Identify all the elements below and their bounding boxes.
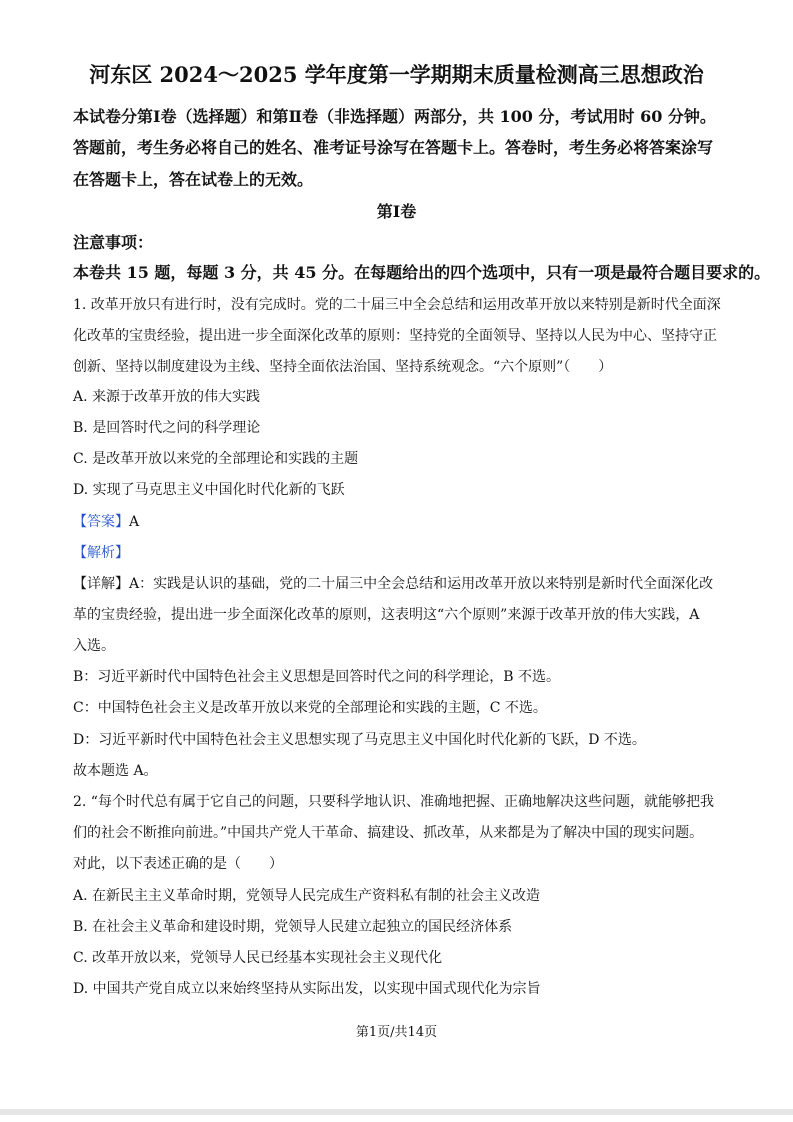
- question-stem-line: 2. “每个时代总有属于它自己的问题，只要科学地认识、准确地把握、正确地解决这些问题，就能够把我: [73, 794, 714, 810]
- detail-line: [73, 574, 713, 594]
- detail-line: B：习近平新时代中国特色社会主义思想是回答时代之问的科学理论，B 不选。: [73, 669, 561, 685]
- detail-line: D：习近平新时代中国特色社会主义思想实现了马克思主义中国化时代化新的飞跃，D 不选。: [73, 732, 646, 748]
- notice-text: 本卷共 15 题，每题 3 分，共 45 分。在每题给出的四个选项中，只有一项是最符合题目要求的。: [73, 263, 771, 282]
- answer-line: [73, 512, 139, 532]
- analysis-label: 【解析】: [73, 545, 129, 561]
- question-stem-line: 对此，以下表述正确的是（ ）: [73, 856, 283, 872]
- notice-heading: 注意事项：: [73, 233, 154, 252]
- detail-line: C：中国特色社会主义是改革开放以来党的全部理论和实践的主题，C 不选。: [73, 700, 547, 716]
- option-c: C. 改革开放以来，党领导人民已经基本实现社会主义现代化: [73, 950, 443, 966]
- page-footer: 第1页/共14页: [355, 1025, 438, 1040]
- detail-text: A：实践是认识的基础，党的二十届三中全会总结和运用改革开放以来特别是新时代全面深化改: [129, 576, 714, 592]
- detail-line: 入选。: [73, 638, 115, 654]
- intro-line: 答题前，考生务必将自己的姓名、准考证号涂写在答题卡上。答卷时，考生务必将答案涂写: [73, 138, 714, 157]
- question-stem-line: 们的社会不断推向前进。”中国共产党人干革命、搞建设、抓改革，从来都是为了解决中国的现实问题。: [73, 825, 704, 841]
- option-a: A. 来源于改革开放的伟大实践: [73, 389, 261, 405]
- detail-line: 革的宝贵经验，提出进一步全面深化改革的原则，这表明这“六个原则”来源于改革开放的伟大实践，A: [73, 607, 700, 623]
- intro-line: 在答题卡上，答在试卷上的无效。: [73, 170, 314, 189]
- section-title: 第Ⅰ卷: [376, 202, 417, 221]
- option-a: A. 在新民主主义革命时期，党领导人民完成生产资料私有制的社会主义改造: [73, 888, 541, 904]
- detail-label: 【详解】: [73, 576, 129, 592]
- option-d: D. 实现了马克思主义中国化时代化新的飞跃: [73, 482, 345, 498]
- question-stem-line: 1. 改革开放只有进行时，没有完成时。党的二十届三中全会总结和运用改革开放以来特别是新时代全面深: [73, 297, 721, 313]
- option-d: D. 中国共产党自成立以来始终坚持从实际出发，以实现中国式现代化为宗旨: [73, 981, 541, 997]
- option-c: C. 是改革开放以来党的全部理论和实践的主题: [73, 451, 359, 467]
- answer-value: A: [129, 514, 140, 530]
- option-b: B. 是回答时代之问的科学理论: [73, 420, 261, 436]
- question-stem-line: 化改革的宝贵经验，提出进一步全面深化改革的原则：坚持党的全面领导、坚持以人民为中心、坚持守正: [73, 328, 717, 344]
- exam-title: 河东区 2024～2025 学年度第一学期期末质量检测高三思想政治: [89, 62, 704, 87]
- conclusion-line: 故本题选 A。: [73, 763, 158, 779]
- option-b: B. 在社会主义革命和建设时期，党领导人民建立起独立的国民经济体系: [73, 919, 513, 935]
- answer-label: 【答案】: [73, 514, 129, 530]
- intro-line: 本试卷分第Ⅰ卷（选择题）和第Ⅱ卷（非选择题）两部分，共 100 分，考试用时 60 分钟。: [73, 107, 716, 126]
- page-bottom-divider: [0, 1109, 793, 1115]
- question-stem-line: 创新、坚持以制度建设为主线、坚持全面依法治国、坚持系统观念。“六个原则”（ ）: [73, 359, 613, 375]
